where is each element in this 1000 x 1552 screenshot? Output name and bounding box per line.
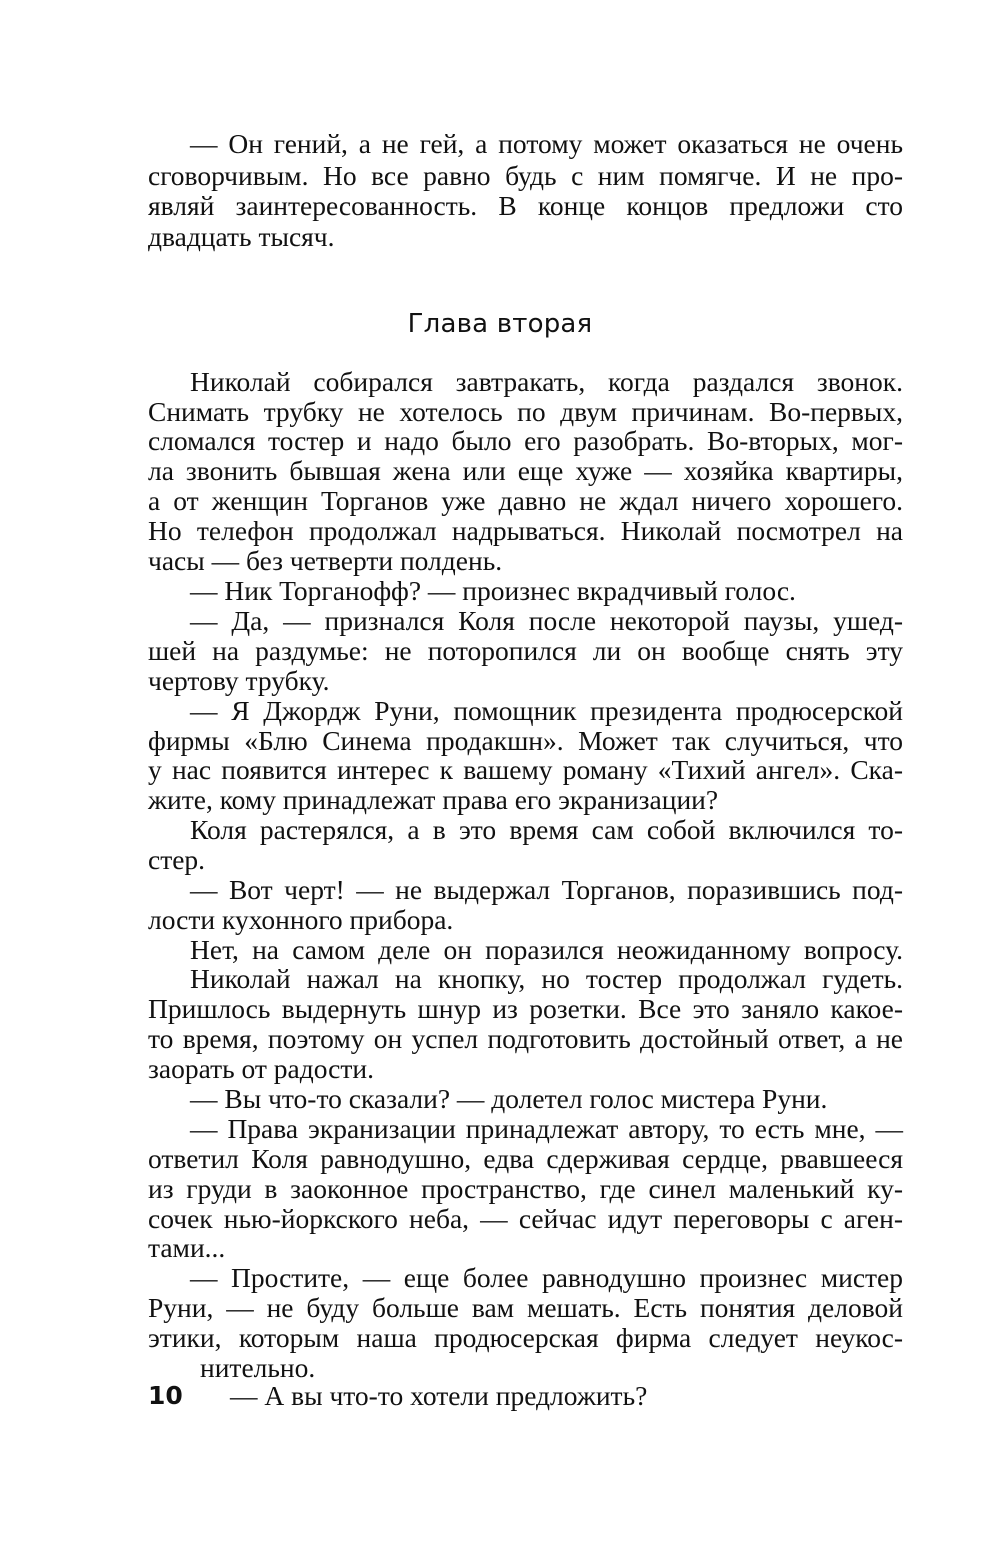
- text-line: — Я Джордж Руни, помощник президента продюсерской: [190, 695, 903, 726]
- text-line: Николай нажал на кнопку, но тостер продолжал гудеть.: [190, 963, 903, 994]
- text-line: заорать от радости.: [148, 1053, 374, 1084]
- text-line: двадцать тысяч.: [148, 221, 335, 252]
- text-line: сговорчивым. Но все равно будь с ним помягче. И не про-: [148, 160, 903, 191]
- text-line: этики, которым наша продюсерская фирма следует неукос-: [148, 1322, 903, 1353]
- text-line: ответил Коля равнодушно, едва сдерживая сердце, рвавшееся: [148, 1143, 903, 1174]
- text-line: то время, поэтому он успел подготовить достойный ответ, а не: [148, 1023, 903, 1054]
- text-line: — Вот черт! — не выдержал Торганов, поразившись под-: [190, 874, 903, 905]
- text-line: Руни, — не буду больше вам мешать. Есть понятия деловой: [148, 1292, 903, 1323]
- text-line: лости кухонного прибора.: [148, 904, 454, 935]
- text-line: — Права экранизации принадлежат автору, то есть мне, —: [190, 1113, 903, 1144]
- text-line: — Вы что-то сказали? — долетел голос мистера Руни.: [190, 1083, 828, 1114]
- text-line: из груди в заоконное пространство, где синел маленький ку-: [148, 1173, 903, 1204]
- chapter-heading: Глава вторая: [407, 309, 593, 339]
- text-line: Коля растерялся, а в это время сам собой включился то-: [190, 814, 903, 845]
- text-line: — Ник Торганофф? — произнес вкрадчивый голос.: [190, 575, 796, 606]
- text-line: Николай собирался завтракать, когда раздался звонок.: [190, 366, 903, 397]
- text-line: — Да, — признался Коля после некоторой паузы, ушед-: [190, 605, 903, 636]
- text-line: шей на раздумье: не поторопился ли он вообще снять эту: [148, 635, 903, 666]
- text-line: у нас появится интерес к вашему роману «Тихий ангел». Ска-: [148, 754, 903, 785]
- text-line: являй заинтересованность. В конце концов предложи сто: [148, 190, 903, 221]
- text-line: Нет, на самом деле он поразился неожиданному вопросу.: [190, 934, 903, 965]
- text-line: — А вы что-то хотели предложить?: [230, 1380, 648, 1411]
- text-line: Снимать трубку не хотелось по двум причинам. Во-первых,: [148, 396, 903, 427]
- text-line: чертову трубку.: [148, 665, 330, 696]
- text-line: нительно.: [200, 1352, 316, 1383]
- text-line: тами...: [148, 1232, 226, 1263]
- text-line: жите, кому принадлежат права его экранизации?: [148, 784, 719, 815]
- text-line: часы — без четверти полдень.: [148, 545, 503, 576]
- text-line: фирмы «Блю Синема продакшн». Может так случиться, что: [148, 725, 903, 756]
- page-number: 10: [148, 1381, 183, 1410]
- text-line: сочек нью-йоркского неба, — сейчас идут переговоры с аген-: [148, 1203, 903, 1234]
- text-line: Пришлось выдернуть шнур из розетки. Все это заняло какое-: [148, 993, 903, 1024]
- text-line: стер.: [148, 844, 206, 875]
- text-line: а от женщин Торганов уже давно не ждал ничего хорошего.: [148, 485, 903, 516]
- text-line: — Он гений, а не гей, а потому может оказаться не очень: [190, 128, 903, 159]
- text-line: — Простите, — еще более равнодушно произнес мистер: [190, 1262, 903, 1293]
- text-line: Но телефон продолжал надрываться. Николай посмотрел на: [148, 515, 903, 546]
- text-line: ла звонить бывшая жена или еще хуже — хозяйка квартиры,: [148, 455, 903, 486]
- text-line: сломался тостер и надо было его разобрать. Во-вторых, мог-: [148, 425, 903, 456]
